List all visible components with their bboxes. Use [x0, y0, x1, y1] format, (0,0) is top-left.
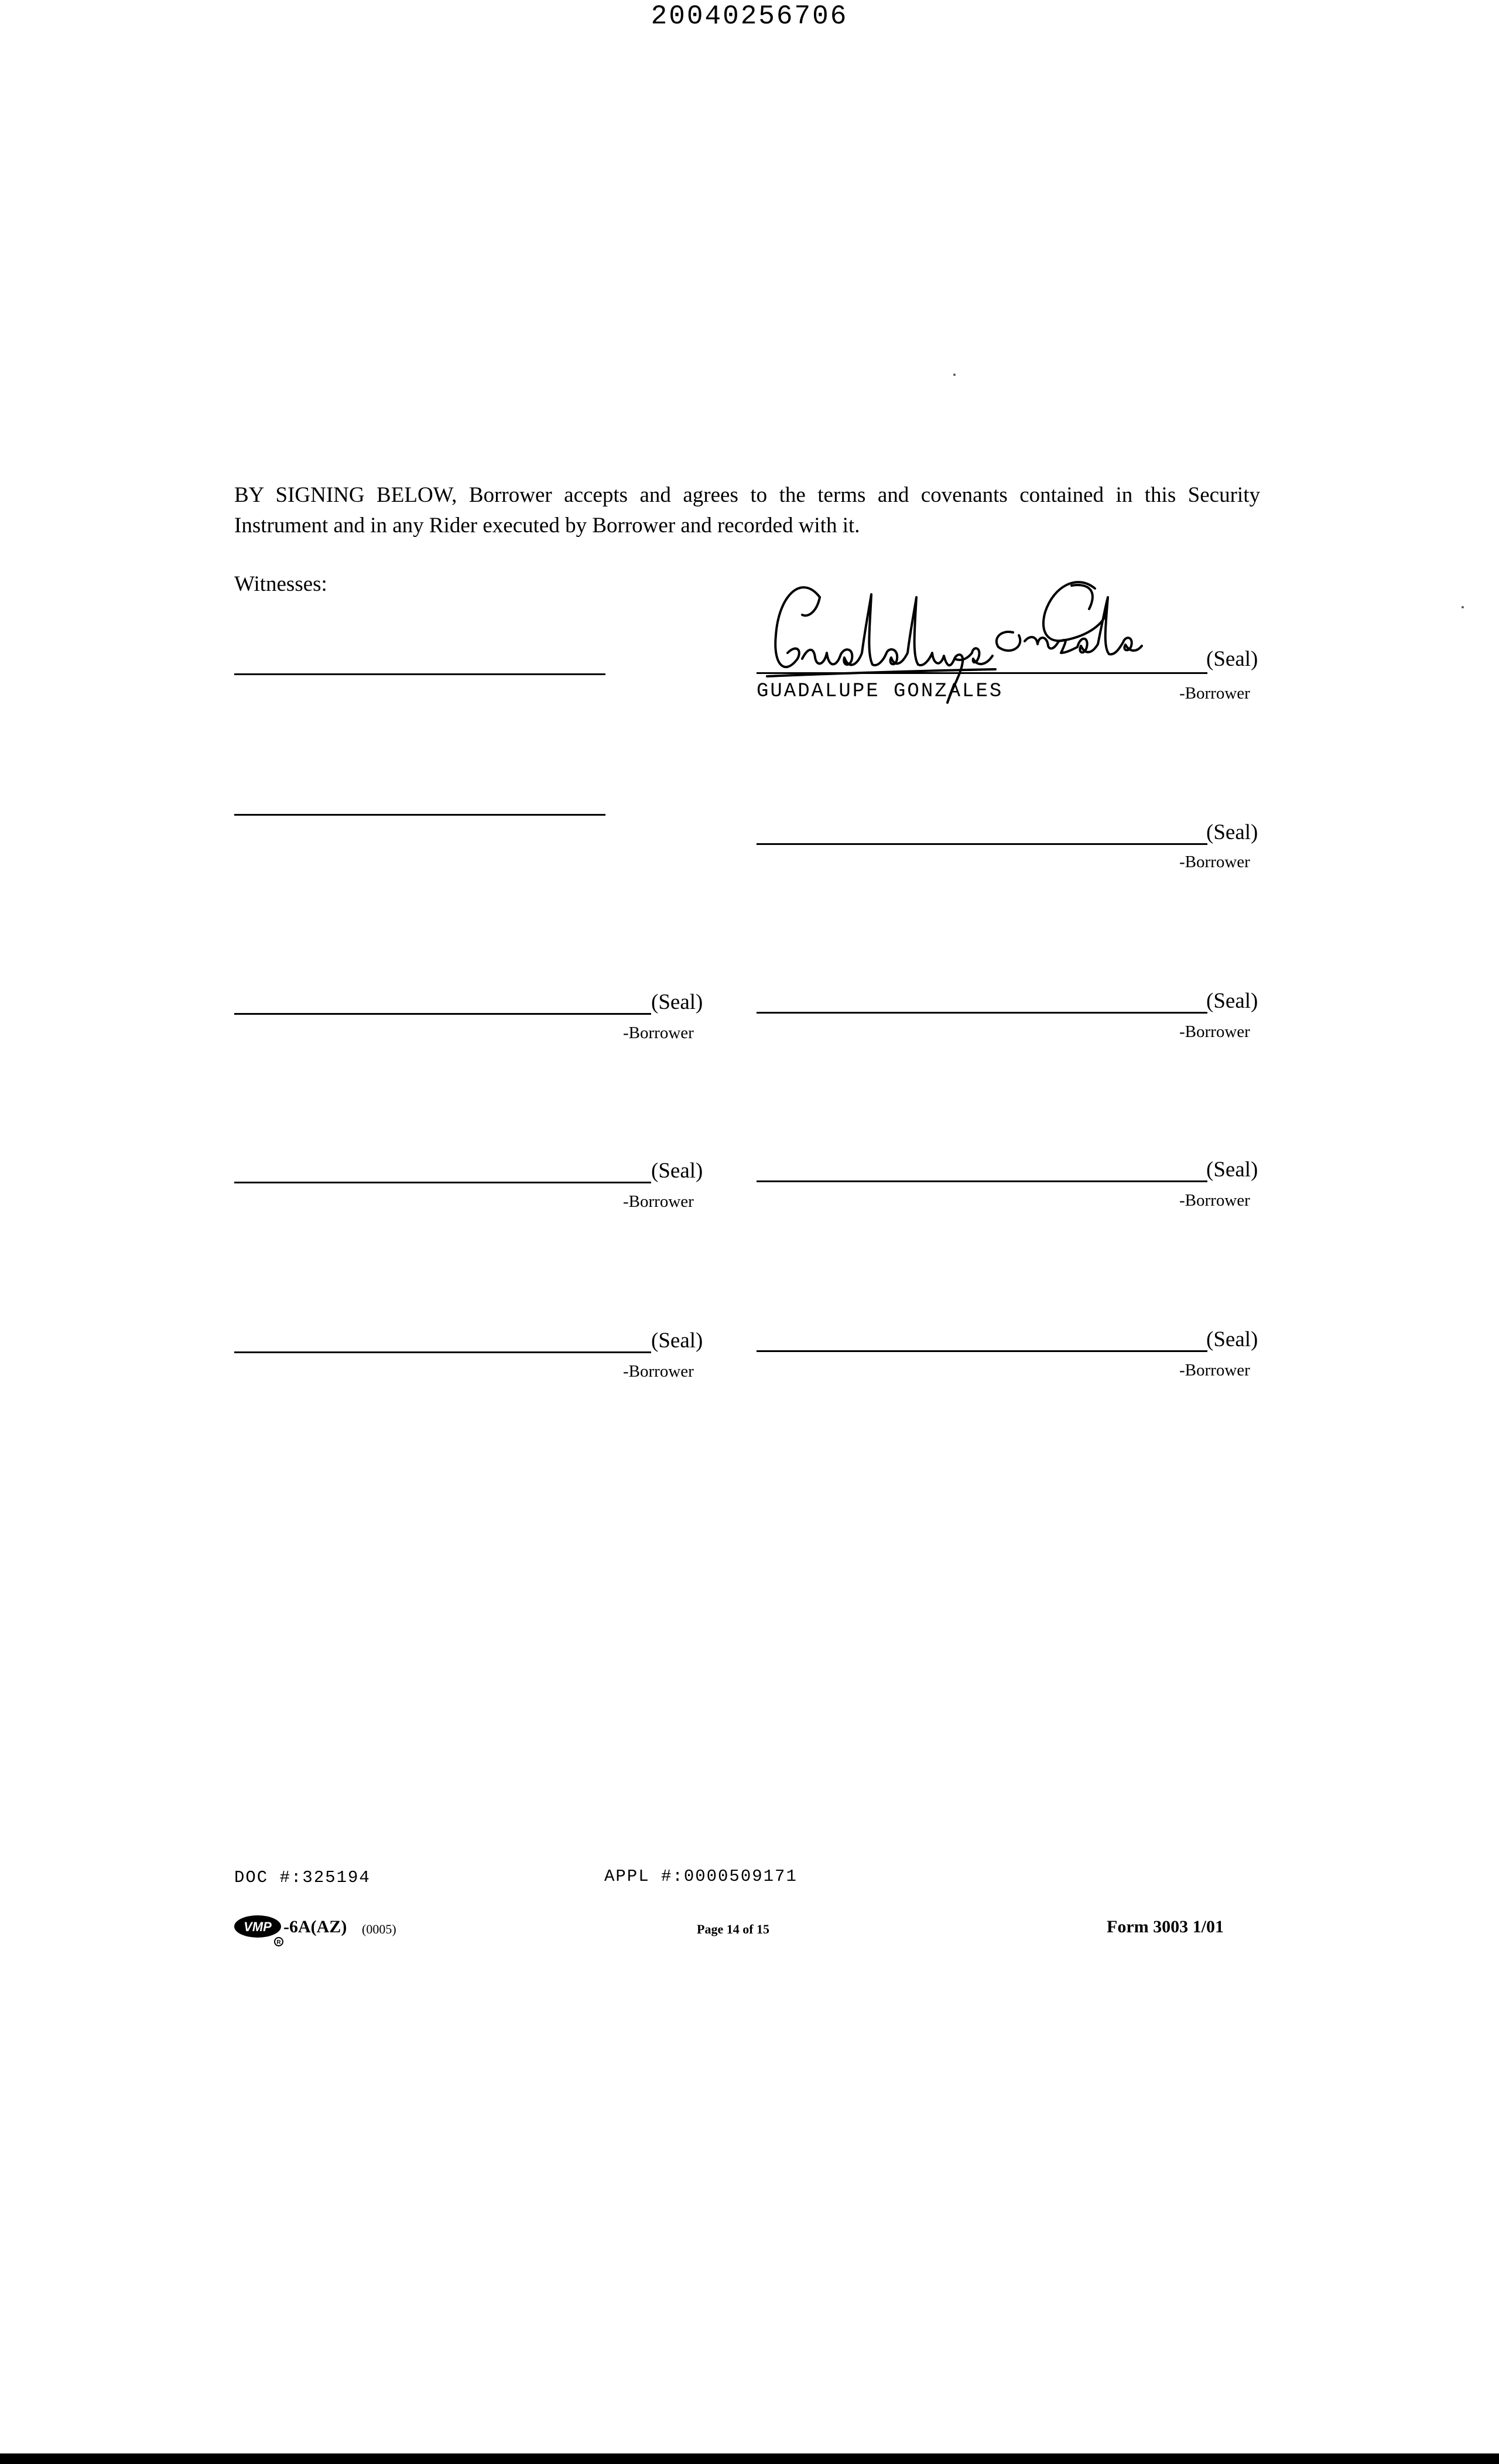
borrower-label-6: -Borrower [1179, 1191, 1250, 1210]
borrower-label-5: -Borrower [623, 1192, 694, 1211]
signature-line-2 [757, 843, 1207, 845]
svg-text:VMP: VMP [244, 1919, 272, 1934]
svg-text:R: R [276, 1939, 281, 1946]
doc-number: DOC #:325194 [234, 1868, 371, 1887]
borrower-label-2: -Borrower [1179, 853, 1250, 871]
signature-line-5 [234, 1182, 651, 1183]
vmp-logo-icon [233, 1914, 283, 1946]
borrower-label-1: -Borrower [1179, 684, 1250, 703]
borrower-label-8: -Borrower [1179, 1361, 1250, 1380]
signature-line-1 [757, 672, 1207, 674]
scan-speck [1462, 606, 1464, 608]
signature-line-8 [757, 1350, 1207, 1352]
borrower-label-4: -Borrower [1179, 1022, 1250, 1041]
borrower-label-7: -Borrower [623, 1362, 694, 1381]
seal-label-1: (Seal) [1206, 647, 1258, 671]
seal-label-2: (Seal) [1206, 820, 1258, 844]
signature-line-4 [757, 1012, 1207, 1014]
scan-speck [953, 374, 956, 376]
appl-number: APPL #:0000509171 [604, 1867, 798, 1886]
recording-number: 20040256706 [651, 1, 848, 32]
signature-line-6 [757, 1180, 1207, 1182]
borrower-label-3: -Borrower [623, 1024, 694, 1042]
borrower-typed-name: GUADALUPE GONZALES [757, 680, 1004, 703]
seal-label-7: (Seal) [651, 1329, 703, 1353]
seal-label-8: (Seal) [1206, 1327, 1258, 1351]
scan-bottom-edge [0, 2453, 1499, 2464]
seal-label-5: (Seal) [651, 1159, 703, 1183]
witness-line-1 [234, 673, 605, 675]
signature-line-3 [234, 1013, 651, 1015]
signature-line-7 [234, 1351, 651, 1353]
seal-label-3: (Seal) [651, 990, 703, 1014]
form-revision: (0005) [362, 1922, 396, 1936]
seal-label-4: (Seal) [1206, 989, 1258, 1013]
form-number: Form 3003 1/01 [1107, 1917, 1224, 1936]
form-code: -6A(AZ) [283, 1917, 347, 1936]
agreement-paragraph: BY SIGNING BELOW, Borrower accepts and agrees to the terms and covenants contained in this Security Instrument and in any Rider executed by Borrower and recorded with it. [234, 483, 1260, 538]
witnesses-label: Witnesses: [234, 572, 327, 596]
page-number: Page 14 of 15 [697, 1922, 770, 1936]
seal-label-6: (Seal) [1206, 1158, 1258, 1182]
witness-line-2 [234, 814, 605, 816]
